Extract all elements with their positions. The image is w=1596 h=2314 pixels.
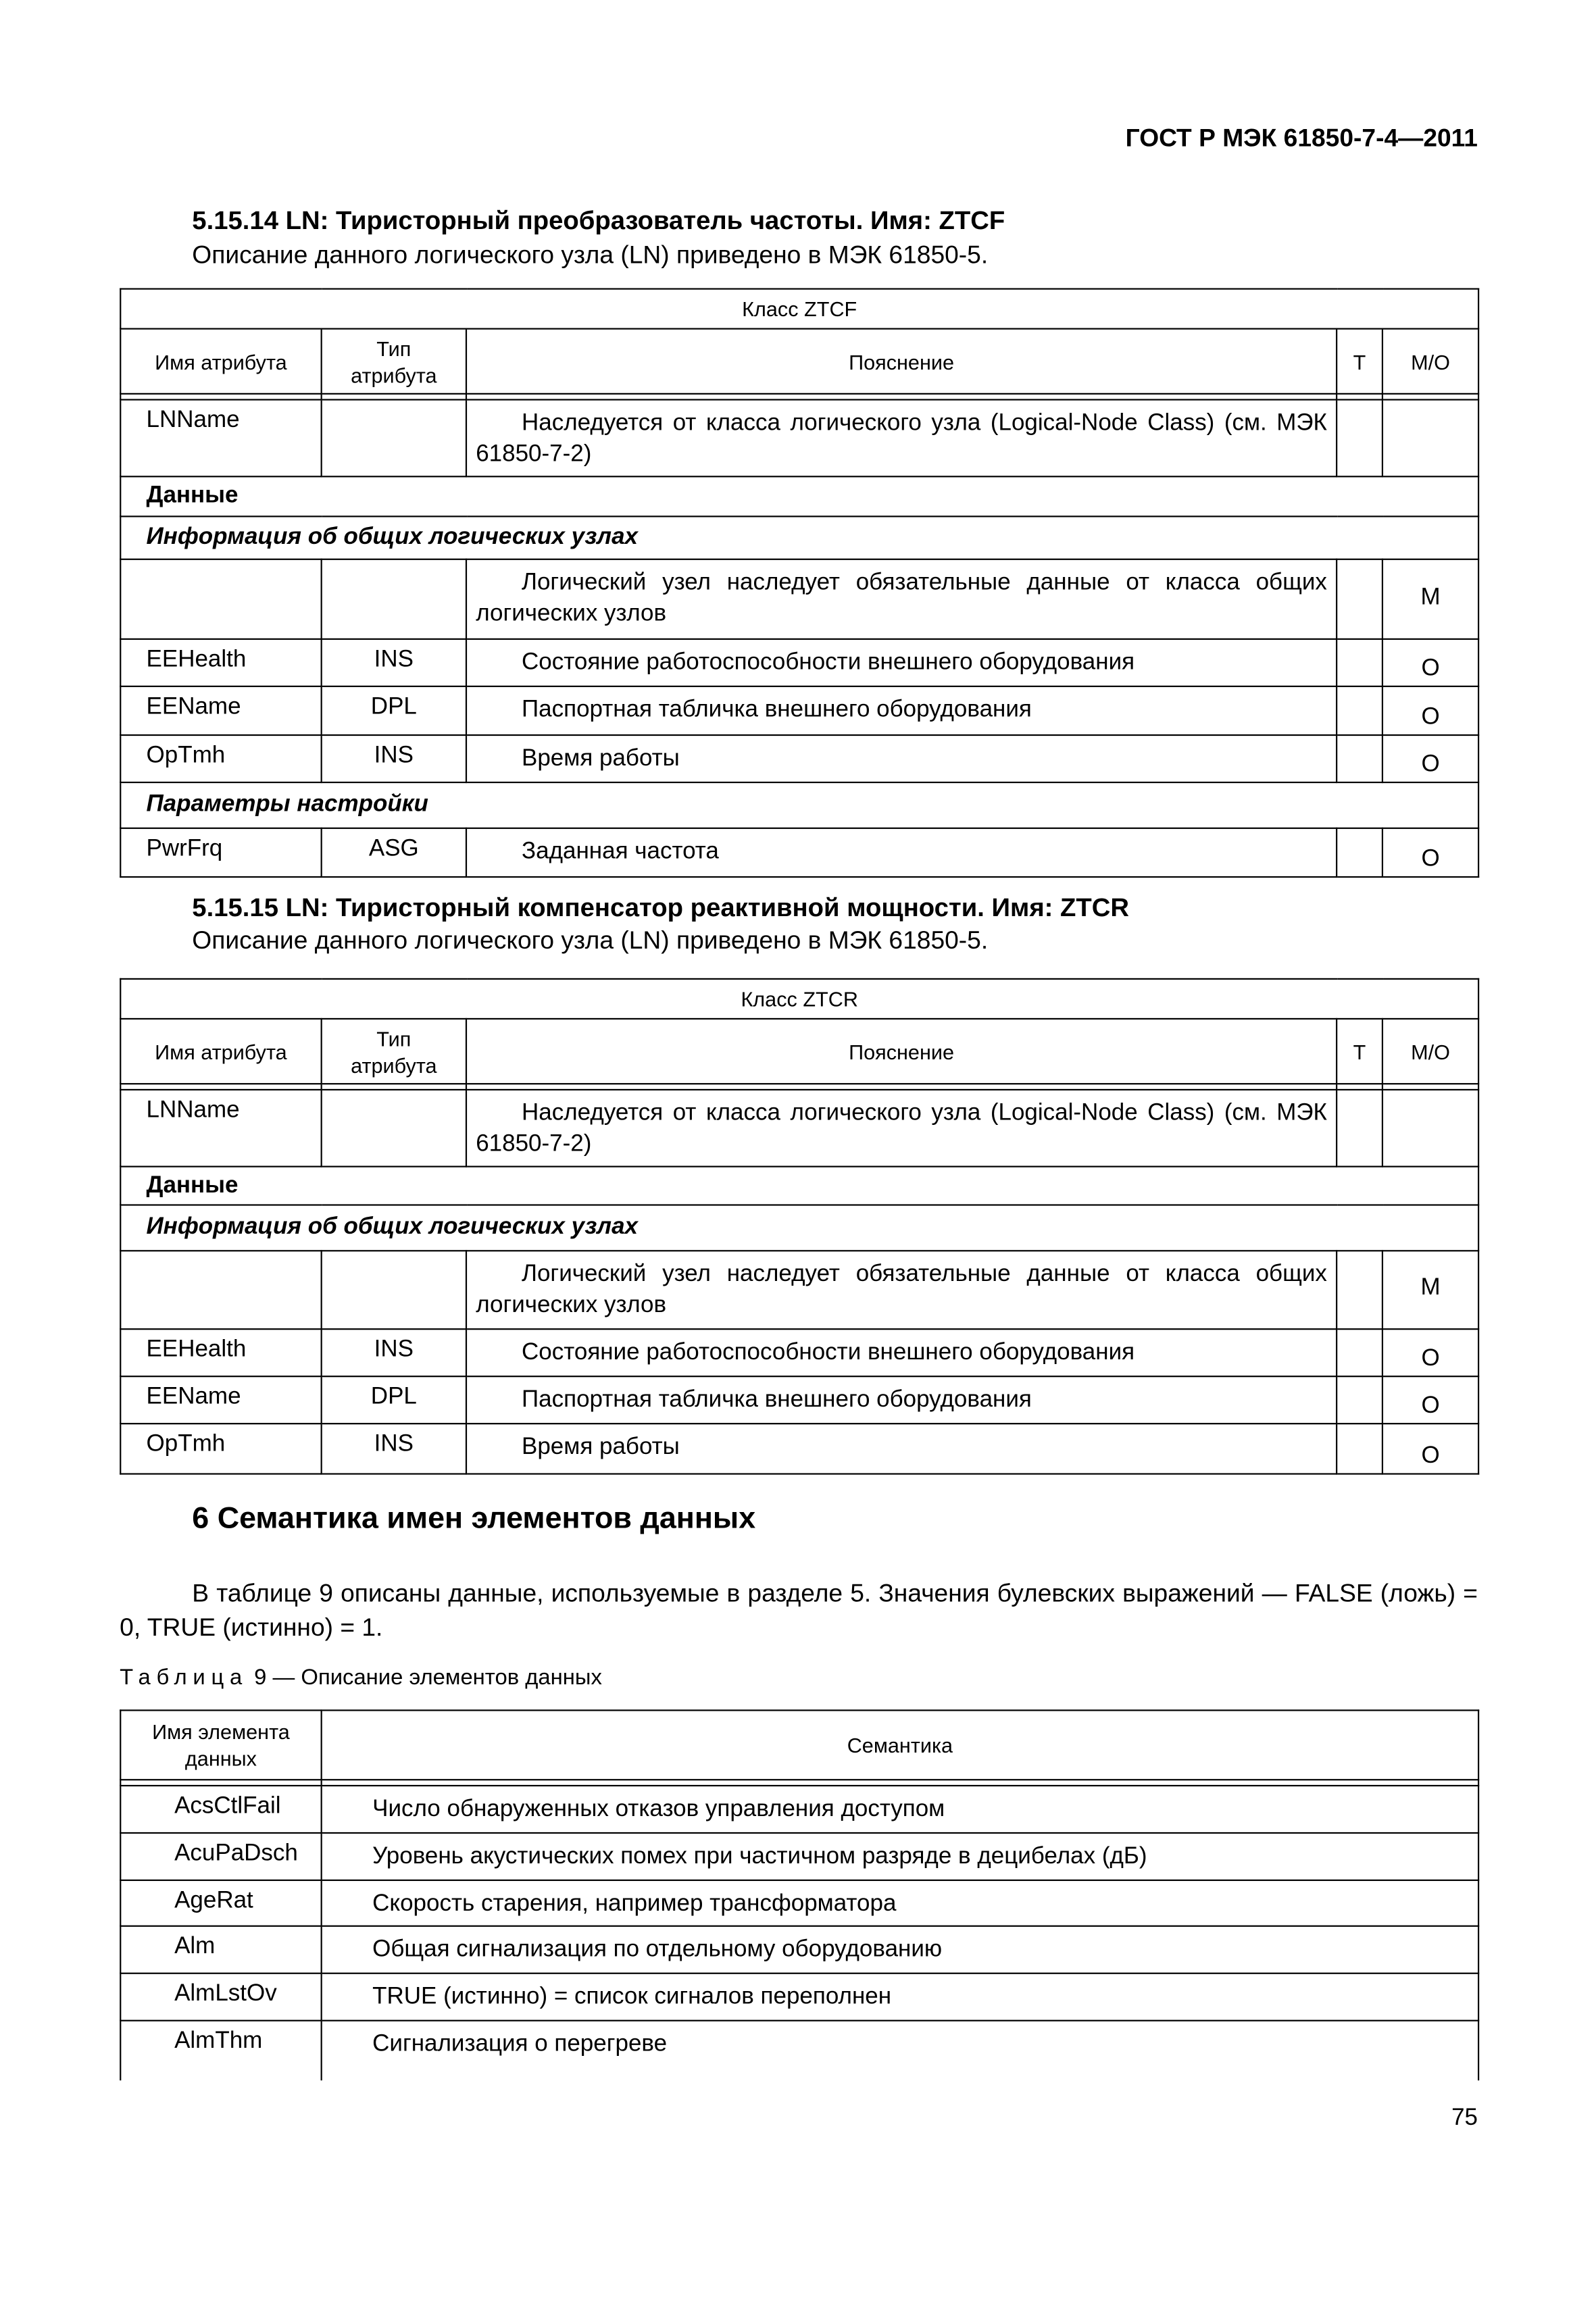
section-row [120,782,1478,828]
attr-mo [1382,400,1478,477]
attr-t [1337,559,1382,639]
attr-explanation: Паспортная табличка внешнего оборудования [466,1376,1337,1424]
attr-name: LNName [120,1090,321,1167]
table-row [120,735,1478,782]
class-title: Класс ZTCR [120,979,1478,1019]
attr-name [120,1251,321,1329]
column-header-mo: M/O [1382,329,1478,394]
rule-cell [1382,1084,1478,1090]
attr-name: OpTmh [120,1424,321,1474]
attr-t [1337,1424,1382,1474]
column-header-t: T [1337,1019,1382,1084]
table-row [120,1424,1478,1474]
table-row [120,2021,1478,2080]
attr-type [322,400,466,477]
attr-name: EEHealth [120,639,321,686]
class-title-row [120,289,1478,329]
attr-explanation: Состояние работоспособности внешнего оборудования [466,1329,1337,1376]
attr-name [120,559,321,639]
column-header-attr-type: Тип атрибута [322,1019,466,1084]
section-label: Параметры настройки [120,782,1478,828]
column-header-row [120,329,1478,394]
attr-t [1337,1090,1382,1167]
attr-t [1337,828,1382,877]
table-row [120,1090,1478,1167]
class-table-ztcf [120,288,1479,878]
element-semantics: Скорость старения, например трансформатора [322,1880,1478,1926]
attr-explanation: Логический узел наследует обязательные данные от класса общих логических узлов [466,559,1337,639]
section-heading-ztcr: 5.15.15 LN: Тиристорный компенсатор реактивной мощности. Имя: ZTCR [192,892,1130,922]
attr-type [322,559,466,639]
rule-cell [120,394,321,400]
table-row [120,1973,1478,2021]
attr-explanation: Заданная частота [466,828,1337,877]
column-header-attr-name: Имя атрибута [120,1019,321,1084]
attr-t [1337,735,1382,782]
rule-cell [466,1084,1337,1090]
attr-name: EEName [120,1376,321,1424]
attr-explanation: Время работы [466,735,1337,782]
attr-name: LNName [120,400,321,477]
element-semantics: Уровень акустических помех при частичном разряде в децибелах (дБ) [322,1833,1478,1880]
attr-explanation: Паспортная табличка внешнего оборудования [466,686,1337,735]
data-elements-table [120,1709,1479,2080]
element-semantics: Число обнаруженных отказов управления доступом [322,1786,1478,1833]
section-row [120,476,1478,516]
double-rule [120,394,1478,400]
table-row [120,1833,1478,1880]
caption-prefix: Таблица [120,1665,249,1690]
table-row [120,1926,1478,1973]
section-row [120,516,1478,559]
attr-type: DPL [322,1376,466,1424]
table-row [120,686,1478,735]
element-name: AgeRat [120,1880,321,1926]
attr-type: ASG [322,828,466,877]
element-name: Alm [120,1926,321,1973]
rule-cell [120,1084,321,1090]
table-row [120,1376,1478,1424]
class-title-row [120,979,1478,1019]
attr-mo: M [1382,1251,1478,1329]
attr-mo: O [1382,828,1478,877]
page-number: 75 [1451,2105,1478,2131]
rule-cell [1337,1084,1382,1090]
table-row [120,1786,1478,1833]
section-label: Данные [120,1167,1478,1205]
column-header-attr-name: Имя атрибута [120,329,321,394]
attr-explanation: Наследуется от класса логического узла (Logical-Node Class) (см. МЭК 61850-7-2) [466,400,1337,477]
chapter-paragraph: В таблице 9 описаны данные, используемые в разделе 5. Значения булевских выражений — FALSE (ложь) = 0, TRUE (истинно) = 1. [120,1579,1478,1642]
section-label: Информация об общих логических узлах [120,1205,1478,1251]
rule-cell [322,1084,466,1090]
section-subtitle-ztcf: Описание данного логического узла (LN) приведено в МЭК 61850-5. [192,241,989,270]
attr-t [1337,639,1382,686]
attr-type [322,1090,466,1167]
element-semantics: Общая сигнализация по отдельному оборудованию [322,1926,1478,1973]
table-row [120,559,1478,639]
attr-type: INS [322,639,466,686]
section-row [120,1205,1478,1251]
attr-mo: O [1382,639,1478,686]
table-row [120,639,1478,686]
double-rule [120,1084,1478,1090]
attr-name: EEName [120,686,321,735]
table-row [120,1880,1478,1926]
attr-mo: O [1382,1329,1478,1376]
attr-explanation: Логический узел наследует обязательные данные от класса общих логических узлов [466,1251,1337,1329]
attr-type: INS [322,735,466,782]
attr-name: PwrFrq [120,828,321,877]
rule-cell [1382,394,1478,400]
column-header-row [120,1710,1478,1780]
section-subtitle-ztcr: Описание данного логического узла (LN) приведено в МЭК 61850-5. [192,926,989,955]
section-row [120,1167,1478,1205]
table-row [120,1329,1478,1376]
attr-mo: O [1382,1376,1478,1424]
table-row [120,828,1478,877]
attr-t [1337,1376,1382,1424]
column-header-element-name: Имя элемента данных [120,1710,321,1780]
section-label: Данные [120,476,1478,516]
column-header-explanation: Пояснение [466,1019,1337,1084]
element-semantics: TRUE (истинно) = список сигналов переполнен [322,1973,1478,2021]
column-header-row [120,1019,1478,1084]
column-header-t: T [1337,329,1382,394]
rule-cell [466,394,1337,400]
attr-mo [1382,1090,1478,1167]
attr-t [1337,400,1382,477]
attr-t [1337,686,1382,735]
column-header-mo: M/O [1382,1019,1478,1084]
standard-header: ГОСТ Р МЭК 61850-7-4—2011 [1125,124,1478,153]
attr-name: EEHealth [120,1329,321,1376]
attr-mo: O [1382,735,1478,782]
class-title: Класс ZTCF [120,289,1478,329]
caption-text: 9 — Описание элементов данных [248,1665,602,1690]
chapter-heading: 6 Семантика имен элементов данных [192,1501,756,1536]
element-name: AcsCtlFail [120,1786,321,1833]
element-name: AlmLstOv [120,1973,321,2021]
rule-cell [1337,394,1382,400]
attr-mo: O [1382,686,1478,735]
table-row [120,400,1478,477]
attr-name: OpTmh [120,735,321,782]
column-header-explanation: Пояснение [466,329,1337,394]
class-table-ztcr [120,978,1479,1475]
table-row [120,1251,1478,1329]
attr-type: DPL [322,686,466,735]
attr-mo: M [1382,559,1478,639]
attr-explanation: Наследуется от класса логического узла (Logical-Node Class) (см. МЭК 61850-7-2) [466,1090,1337,1167]
attr-t [1337,1329,1382,1376]
rule-cell [322,394,466,400]
attr-mo: O [1382,1424,1478,1474]
element-name: AlmThm [120,2021,321,2080]
attr-type [322,1251,466,1329]
attr-explanation: Состояние работоспособности внешнего оборудования [466,639,1337,686]
table-caption [120,1665,602,1690]
section-heading-ztcf: 5.15.14 LN: Тиристорный преобразователь частоты. Имя: ZTCF [192,205,1005,235]
attr-t [1337,1251,1382,1329]
rule-cell [120,1780,321,1786]
attr-explanation: Время работы [466,1424,1337,1474]
section-label: Информация об общих логических узлах [120,516,1478,559]
element-name: AcuPaDsch [120,1833,321,1880]
column-header-semantics: Семантика [322,1710,1478,1780]
double-rule [120,1780,1478,1786]
attr-type: INS [322,1329,466,1376]
element-semantics: Сигнализация о перегреве [322,2021,1478,2080]
column-header-attr-type: Тип атрибута [322,329,466,394]
attr-type: INS [322,1424,466,1474]
rule-cell [322,1780,1478,1786]
